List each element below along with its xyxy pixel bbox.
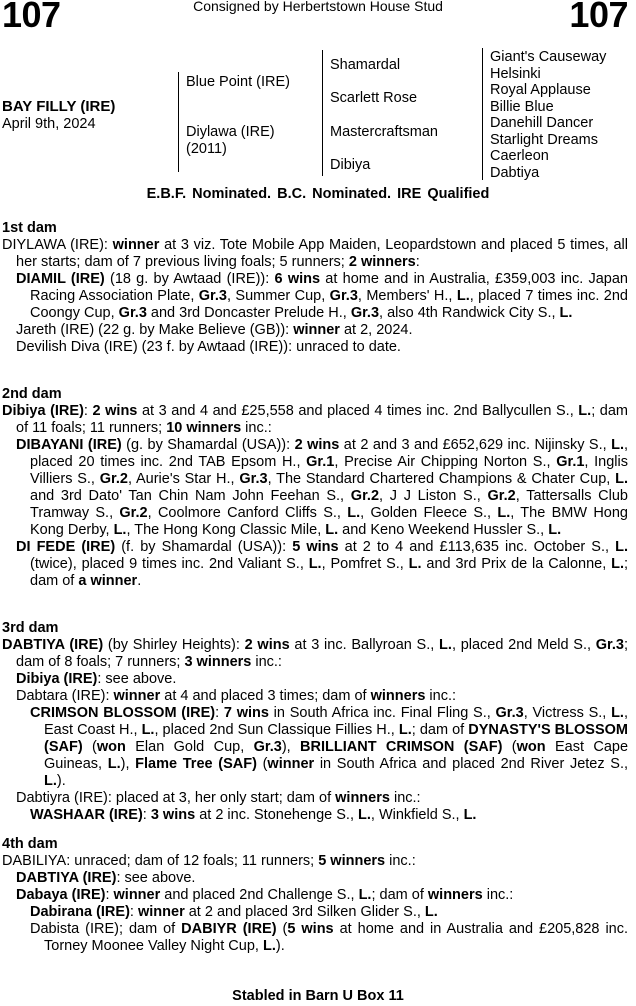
- pedigree-dam-dam: Dibiya: [330, 157, 371, 173]
- third-dam-produce-1: Dibiya (IRE): see above.: [16, 671, 177, 687]
- fourth-dam-grandproduce-2: Dabista (IRE); dam of DABIYR (IRE) (5 wins at home and in Australia and £205,828 inc. Torney Moonee Valley Night Cup, L.).: [30, 921, 629, 954]
- pedigree-gen3-7: Caerleon: [490, 148, 549, 164]
- first-dam-section: [2, 220, 628, 356]
- third-dam-grandproduce-2: WASHAAR (IRE): 3 wins at 2 inc. Stonehenge S., L., Winkfield S., L.: [30, 807, 477, 823]
- pedigree-line-1: [178, 72, 179, 172]
- pedigree-gen3-4: Billie Blue: [490, 99, 554, 115]
- second-dam-produce-2: DI FEDE (IRE) (f. by Shamardal (USA)): 5 wins at 2 to 4 and £113,635 inc. October S., L. (twice), placed 9 times inc. 2nd Valiant S., L., Pomfret S., L. and 3rd Prix de la Calonne, L.; dam of a winner.: [16, 539, 629, 589]
- third-dam-grandproduce-1: CRIMSON BLOSSOM (IRE): 7 wins in South Africa inc. Final Fling S., Gr.3, Victress S., L., East Coast H., L., placed 2nd Sun Classique Fillies H., L.; dam of DYNASTY'S BLOSSOM (SAF) (won Elan Gold Cup, Gr.3), BRILLIANT CRIMSON (SAF) (won East Cape Guineas, L.), Flame Tree (SAF) (winner in South Africa and placed 2nd River Jetez S., L.).: [30, 705, 629, 789]
- pedigree-line-3: [482, 48, 483, 180]
- second-dam-entry: Dibiya (IRE): 2 wins at 3 and 4 and £25,558 and placed 4 times inc. 2nd Ballycullen S., L.; dam of 11 foals; 11 runners; 10 winners inc.:: [2, 403, 628, 436]
- pedigree-line-2: [322, 50, 323, 176]
- pedigree-sire: Blue Point (IRE): [186, 74, 290, 90]
- fourth-dam-produce-1: DABTIYA (IRE): see above.: [16, 870, 196, 886]
- third-dam-produce-3: Dabtiyra (IRE): placed at 3, her only start; dam of winners inc.:: [16, 790, 421, 806]
- pedigree-gen3-1: Giant's Causeway: [490, 49, 607, 65]
- pedigree-dam-sire: Mastercraftsman: [330, 124, 438, 140]
- first-dam-produce-2: Jareth (IRE) (22 g. by Make Believe (GB)): winner at 2, 2024.: [16, 322, 413, 338]
- lot-number-right: 107: [569, 0, 628, 35]
- stabling-info: Stabled in Barn U Box 11: [232, 988, 404, 1004]
- first-dam-title: 1st dam: [2, 220, 57, 236]
- pedigree-gen3-2: Helsinki: [490, 66, 541, 82]
- pedigree-gen3-8: Dabtiya: [490, 165, 540, 181]
- pedigree-dam-year: (2011): [186, 141, 227, 157]
- horse-sex-color: BAY FILLY (IRE): [2, 98, 116, 115]
- first-dam-produce-1: DIAMIL (IRE) (18 g. by Awtaad (IRE)): 6 wins at home and in Australia, £359,003 inc. Japan Racing Association Plate, Gr.3, Summer Cup, Gr.3, Members' H., L., placed 7 times inc. 2nd Coongy Cup, Gr.3 and 3rd Doncaster Prelude H., Gr.3, also 4th Randwick City S., L.: [16, 271, 628, 321]
- fourth-dam-produce-2: Dabaya (IRE): winner and placed 2nd Challenge S., L.; dam of winners inc.:: [16, 887, 514, 903]
- pedigree-sire-dam: Scarlett Rose: [330, 90, 418, 106]
- third-dam-title: 3rd dam: [2, 620, 59, 636]
- second-dam-produce-1: DIBAYANI (IRE) (g. by Shamardal (USA)): 2 wins at 2 and 3 and £652,629 inc. Nijinsky S., L., placed 20 times inc. 2nd TAB Epsom H., Gr.1, Precise Air Chipping Norton S., Gr.1, Inglis Villiers S., Gr.2, Aurie's Star H., Gr.3, The Standard Chartered Champions & Chater Cup, L. and 3rd Dato' Tan Chin Nam John Feehan S., Gr.2, J J Liston S., Gr.2, Tattersalls Club Tramway S., Gr.2, Coolmore Canford Cliffs S., L., Golden Fleece S., L., The BMW Hong Kong Derby, L., The Hong Kong Classic Mile, L. and Keno Weekend Hussler S., L.: [16, 437, 629, 538]
- pedigree-gen3-5: Danehill Dancer: [490, 115, 594, 131]
- second-dam-section: [2, 386, 628, 590]
- third-dam-produce-2: Dabtara (IRE): winner at 4 and placed 3 times; dam of winners inc.:: [16, 688, 457, 704]
- third-dam-section: [2, 620, 628, 824]
- fourth-dam-entry: DABILIYA: unraced; dam of 12 foals; 11 runners; 5 winners inc.:: [2, 853, 416, 869]
- fourth-dam-section: [2, 836, 628, 955]
- pedigree-gen3-3: Royal Applause: [490, 82, 591, 98]
- third-dam-entry: DABTIYA (IRE) (by Shirley Heights): 2 wins at 3 inc. Ballyroan S., L., placed 2nd Meld S., Gr.3; dam of 8 foals; 7 runners; 3 winners inc.:: [2, 637, 629, 670]
- pedigree-dam: Diylawa (IRE): [186, 124, 275, 140]
- fourth-dam-grandproduce-1: Dabirana (IRE): winner at 2 and placed 3rd Silken Glider S., L.: [30, 904, 438, 920]
- fourth-dam-title: 4th dam: [2, 836, 58, 852]
- consignor: Consigned by Herbertstown House Stud: [193, 0, 443, 14]
- foaling-date: April 9th, 2024: [2, 116, 96, 132]
- lot-number-left: 107: [2, 0, 61, 35]
- second-dam-title: 2nd dam: [2, 386, 62, 402]
- pedigree-gen3-6: Starlight Dreams: [490, 132, 598, 148]
- first-dam-produce-3: Devilish Diva (IRE) (23 f. by Awtaad (IRE)): unraced to date.: [16, 339, 401, 355]
- pedigree-sire-sire: Shamardal: [330, 57, 401, 73]
- nominations: E.B.F. Nominated. B.C. Nominated. IRE Qualified: [146, 186, 490, 202]
- first-dam-entry: DIYLAWA (IRE): winner at 3 viz. Tote Mobile App Maiden, Leopardstown and placed 5 times, all her starts; dam of 7 previous living foals; 5 runners; 2 winners:: [2, 237, 628, 270]
